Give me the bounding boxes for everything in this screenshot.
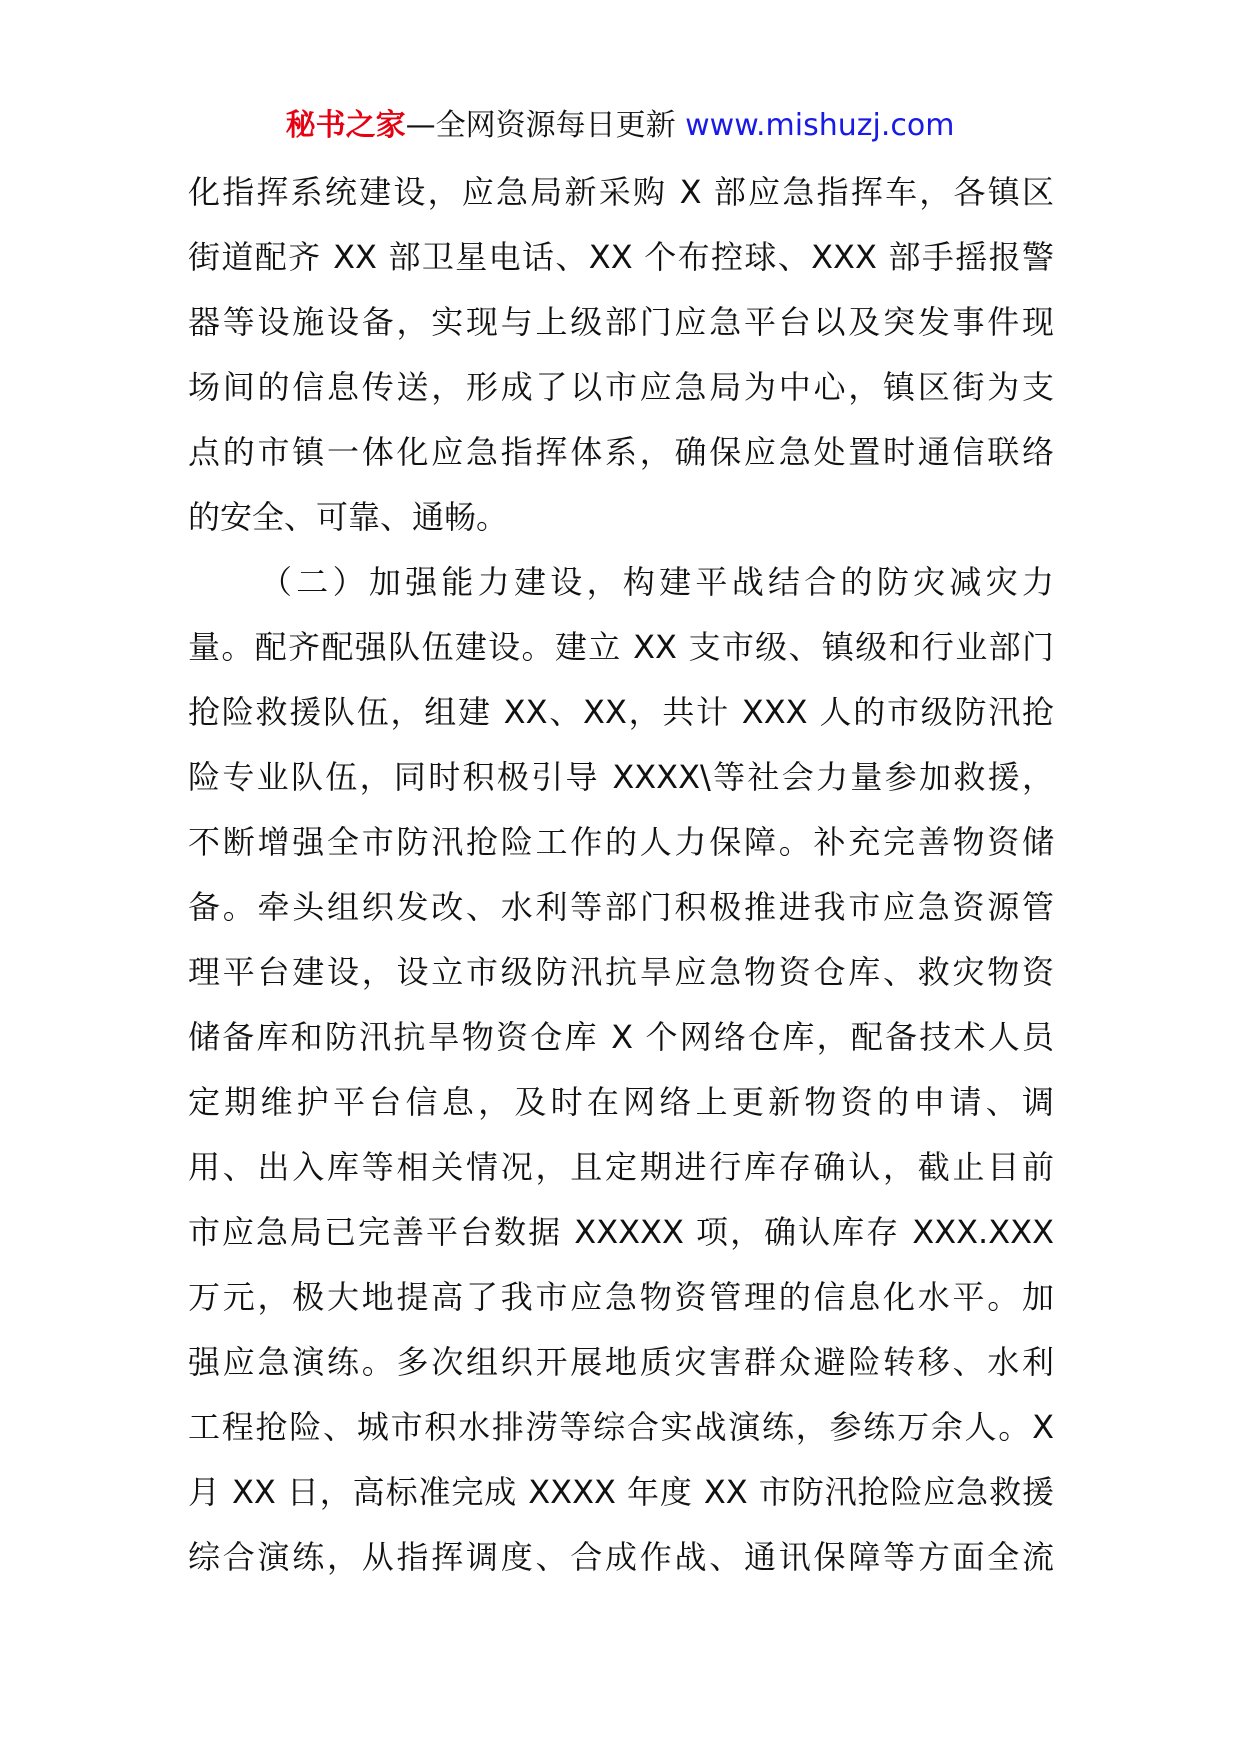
text-line: 理平台建设，设立市级防汛抗旱应急物资仓库、救灾物资 xyxy=(188,953,1054,991)
text-line: 抢险救援队伍，组建 XX、XX，共计 XXX 人的市级防汛抢 xyxy=(188,693,1054,731)
text-line: 储备库和防汛抗旱物资仓库 X 个网络仓库，配备技术人员 xyxy=(188,1018,1054,1056)
text-line: 万元，极大地提高了我市应急物资管理的信息化水平。加 xyxy=(188,1278,1054,1316)
text-line: 器等设施设备，实现与上级部门应急平台以及突发事件现 xyxy=(188,303,1054,341)
header-tagline: —全网资源每日更新 xyxy=(405,108,686,143)
text-line: 街道配齐 XX 部卫星电话、XX 个布控球、XXX 部手摇报警 xyxy=(188,238,1054,276)
text-line: 备。牵头组织发改、水利等部门积极推进我市应急资源管 xyxy=(188,888,1054,926)
section-heading-line: （二）加强能力建设，构建平战结合的防灾减灾力 xyxy=(260,563,1054,601)
text-line: 月 XX 日，高标准完成 XXXX 年度 XX 市防汛抢险应急救援 xyxy=(188,1473,1054,1511)
text-line: 工程抢险、城市积水排涝等综合实战演练，参练万余人。X xyxy=(188,1408,1054,1446)
text-line: 不断增强全市防汛抢险工作的人力保障。补充完善物资储 xyxy=(188,823,1054,861)
text-line: 定期维护平台信息，及时在网络上更新物资的申请、调 xyxy=(188,1083,1054,1121)
header-brand: 秘书之家 xyxy=(285,108,406,143)
text-line: 点的市镇一体化应急指挥体系，确保应急处置时通信联络 xyxy=(188,433,1054,471)
text-line: 综合演练，从指挥调度、合成作战、通讯保障等方面全流 xyxy=(188,1538,1054,1576)
text-line: 的安全、可靠、通畅。 xyxy=(188,498,509,536)
page-header xyxy=(0,104,1240,148)
text-line: 场间的信息传送，形成了以市应急局为中心，镇区街为支 xyxy=(188,368,1054,406)
text-line: 化指挥系统建设，应急局新采购 X 部应急指挥车，各镇区 xyxy=(188,173,1054,211)
header-url-link[interactable]: www.mishuzj.com xyxy=(685,108,955,143)
text-line: 强应急演练。多次组织开展地质灾害群众避险转移、水利 xyxy=(188,1343,1054,1381)
text-line: 险专业队伍，同时积极引导 XXXX\等社会力量参加救援， xyxy=(188,758,1054,796)
text-line: 用、出入库等相关情况，且定期进行库存确认，截止目前 xyxy=(188,1148,1054,1186)
document-body xyxy=(188,160,1054,1590)
text-line: 量。配齐配强队伍建设。建立 XX 支市级、镇级和行业部门 xyxy=(188,628,1054,666)
text-line: 市应急局已完善平台数据 XXXXX 项，确认库存 XXX.XXX xyxy=(188,1213,1054,1251)
